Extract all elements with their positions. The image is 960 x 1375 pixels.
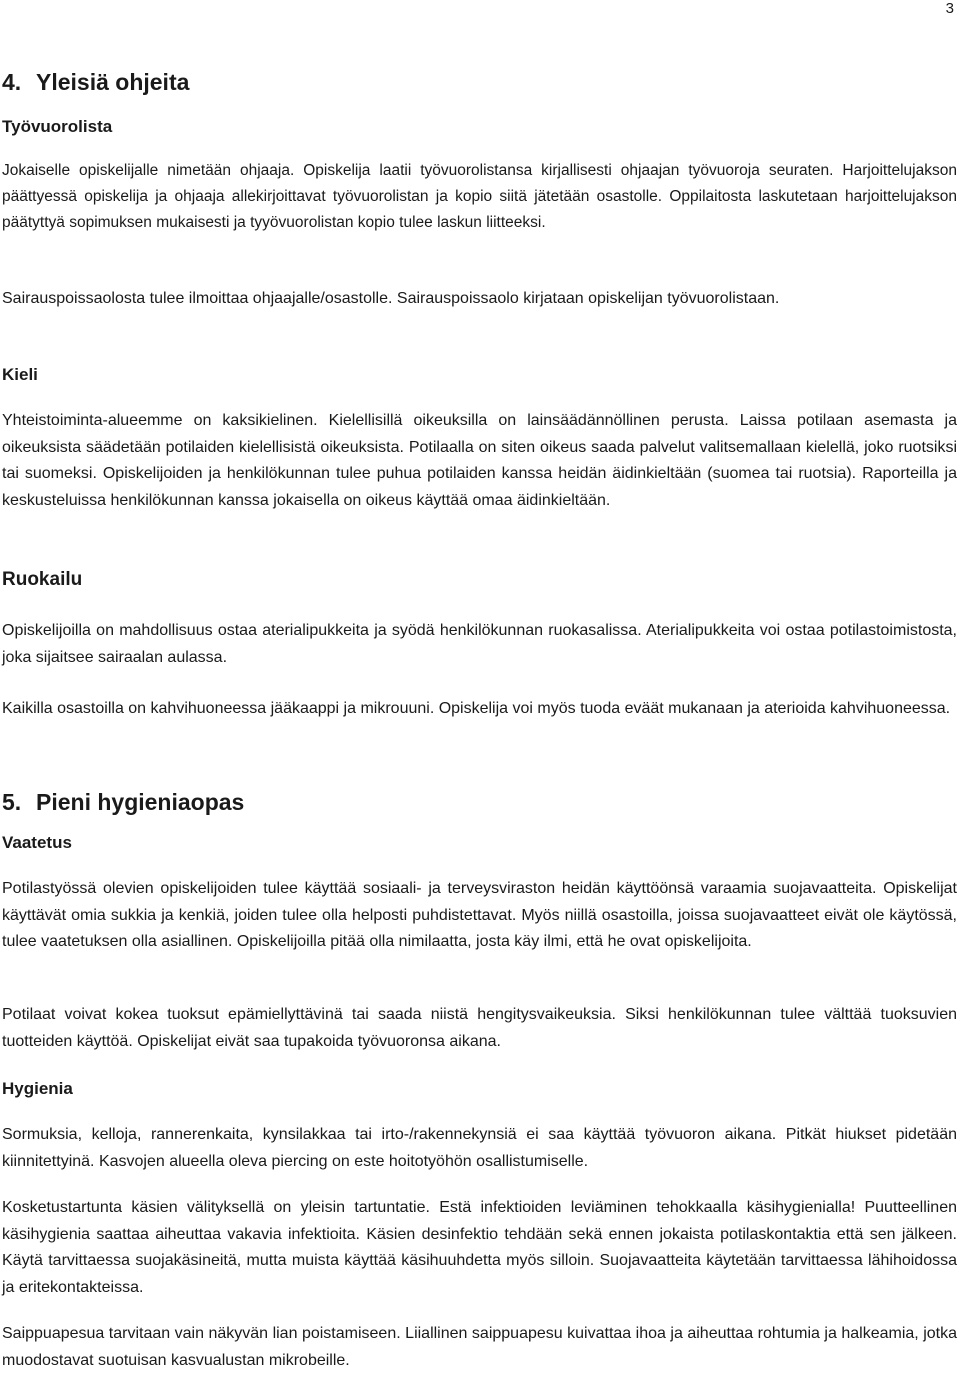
subsection-heading-tyovuorolista: Työvuorolista (2, 117, 113, 136)
section-number: 4. (2, 69, 22, 95)
paragraph: Yhteistoiminta-alueemme on kaksikielinen. Kielellisillä oikeuksilla on lainsäädännöllinen perusta. Laissa potilaan asemasta ja oikeuksista säädetään potilaiden kielellisistä oikeuksista. Potilaalla on siten oikeus saada palvelut valitsemallaan kielellä, joko ruotsiksi tai suomeksi. Opiskelijoiden ja henkilökunnan tulee puhua potilaiden kanssa heidän äidinkieltään (suomea tai ruotsia). Raporteilla ja keskusteluissa henkilökunnan kanssa jokaisella on oikeus käyttää omaa äidinkieltään. (2, 412, 957, 509)
paragraph: Potilastyössä olevien opiskelijoiden tulee käyttää sosiaali- ja terveysviraston heidän käyttöönsä varaamia suojavaatteita. Opiskelijat käyttävät omia sukkia ja kenkiä, joiden tulee olla helposti puhdistettavat. Myös niillä osastoilla, joissa suojavaatteet eivät ole käytössä, tulee vaatetuksen olla asiallinen. Opiskelijoilla pitää olla nimilaatta, josta käy ilmi, että he ovat opiskelijoita. (2, 880, 957, 950)
section-heading-5 (2, 788, 957, 816)
subsection-heading-hygienia: Hygienia (2, 1079, 73, 1098)
section-title: Pieni hygieniaopas (36, 789, 245, 815)
paragraph: Kosketustartunta käsien välityksellä on yleisin tartuntatie. Estä infektioiden leviäminen tehokkaalla käsihygienialla! Puutteellinen käsihygienia saattaa aiheuttaa vakavia infektioita. Käsien desinfektio tehdään sekä ennen jokaista potilaskontaktia että sen jälkeen. Käytä tarvittaessa suojakäsineitä, mutta muista käyttää käsihuuhdetta myös silloin. Suojavaatteita käytetään tarvittaessa lähihoidossa ja eritekontakteissa. (2, 1199, 957, 1296)
subsection-heading-vaatetus: Vaatetus (2, 833, 72, 852)
section-heading-4 (2, 68, 957, 96)
paragraph: Opiskelijoilla on mahdollisuus ostaa aterialipukkeita ja syödä henkilökunnan ruokasalissa. Aterialipukkeita voi ostaa potilastoimistosta, joka sijaitsee sairaalan aulassa. (2, 622, 957, 666)
section-title: Yleisiä ohjeita (36, 69, 190, 95)
paragraph: Kaikilla osastoilla on kahvihuoneessa jääkaappi ja mikrouuni. Opiskelija voi myös tuoda eväät mukanaan ja aterioida kahvihuoneessa. (2, 700, 951, 717)
subsection-heading-kieli: Kieli (2, 365, 38, 384)
subsection-heading-ruokailu: Ruokailu (2, 569, 83, 590)
paragraph: Sormuksia, kelloja, rannerenkaita, kynsilakkaa tai irto-/rakennekynsiä ei saa käyttää työvuoron aikana. Pitkät hiukset pidetään kiinnitettyinä. Kasvojen alueella oleva piercing on este hoitotyöhön osallistumiselle. (2, 1126, 957, 1170)
paragraph: Saippuapesua tarvitaan vain näkyvän lian poistamiseen. Liiallinen saippuapesu kuivattaa ihoa ja aiheuttaa rohtumia ja halkeamia, jotka muodostavat suotuisan kasvualustan mikrobeille. (2, 1325, 957, 1369)
paragraph: Jokaiselle opiskelijalle nimetään ohjaaja. Opiskelija laatii työvuorolistansa kirjallisesti ohjaajan työvuoroja seuraten. Harjoittelujakson päättyessä opiskelija ja ohjaaja allekirjoittavat työvuorolistan ja kopio siitä jätetään osastolle. Oppilaitosta laskutetaan harjoittelujakson päätyttyä sopimuksen mukaisesti ja tyyövuorolistan kopio tulee laskun liitteeksi. (2, 162, 957, 231)
paragraph: Potilaat voivat kokea tuoksut epämiellyttävinä tai saada niistä hengitysvaikeuksia. Siksi henkilökunnan tulee välttää tuoksuvien tuotteiden käyttöä. Opiskelijat eivät saa tupakoida työvuoronsa aikana. (2, 1006, 957, 1050)
paragraph: Sairauspoissaolosta tulee ilmoittaa ohjaajalle/osastolle. Sairauspoissaolo kirjataan opiskelijan työvuorolistaan. (2, 290, 780, 307)
page-number: 3 (945, 0, 954, 17)
section-number: 5. (2, 789, 22, 815)
